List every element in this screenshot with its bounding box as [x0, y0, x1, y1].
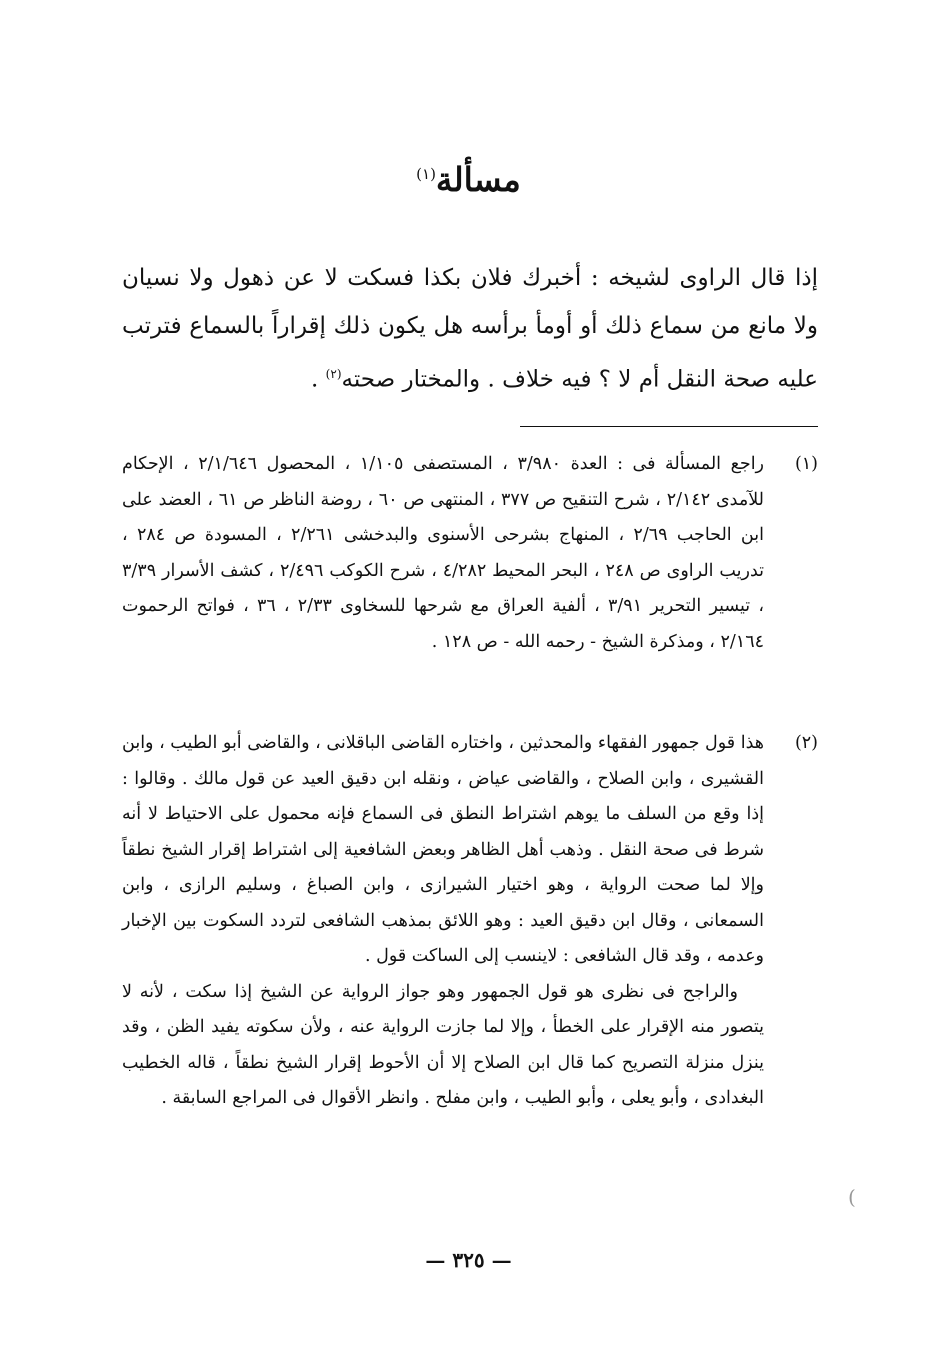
margin-mark: (	[848, 1185, 856, 1209]
main-paragraph-end: .	[311, 366, 326, 393]
footnote-1	[122, 447, 818, 660]
footnote-1-number: (١)	[794, 454, 818, 474]
footnote-1-text: راجع المسألة فى : العدة ٣/٩٨٠ ، المستصفى ١/١٠٥ ، المحصول ٢/١/٦٤٦ ، الإحكام للآمدى ٢/١٤٢ ، شرح التنقيح ص ٣٧٧ ، المنتهى ص ٦٠ ، روضة الناظر ص ٦١ ، العضد على ابن الحاجب ٢/٦٩ ، المنهاج بشرحى الأسنوى والبدخشى ٢/٢٦١ ، المسودة ص ٢٨٤ ، تدريب الراوى ص ٢٤٨ ، البحر المحيط ٤/٢٨٢ ، شرح الكوكب ٢/٤٩٦ ، كشف الأسرار ٣/٣٩ ، تيسير التحرير ٣/٩١ ، ألفية العراق مع شرحها للسخاوى ٢/٣٣ ، ٣٦ ، فواتح الرحموت ٢/١٦٤ ، ومذكرة الشيخ - رحمه الله - ص ١٢٨ .	[122, 454, 765, 652]
footnote-separator	[520, 426, 818, 427]
main-footnote-ref: (٢)	[325, 367, 342, 381]
section-heading	[0, 160, 937, 199]
main-paragraph	[122, 254, 818, 404]
heading-text: مسألة	[435, 160, 521, 199]
footnote-2-paragraph-2: والراجح فى نظرى هو قول الجمهور وهو جواز الرواية عن الشيخ إذا سكت ، لأنه لا يتصور منه الإقرار على الخطأ ، وإلا لما جازت الرواية عنه ، ولأن سكوته يفيد الظن ، وقد ينزل منزلة التصريح كما قال ابن الصلاح إلا أن الأحوط إقرار الشيخ نطقاً ، قاله الخطيب البغدادى ، وأبو يعلى ، وأبو الطيب ، وابن مفلح . وانظر الأقوال فى المراجع السابقة .	[122, 981, 764, 1108]
footnote-2-number: (٢)	[794, 733, 818, 753]
footnote-2	[122, 726, 818, 1117]
main-paragraph-text: إذا قال الراوى لشيخه : أخبرك فلان بكذا فسكت لا عن ذهول ولا نسيان ولا مانع من سماع ذلك أو أومأ برأسه هل يكون ذلك إقراراً بالسماع فترتب عليه صحة النقل أم لا ؟ فيه خلاف . والمختار صحته	[122, 265, 818, 393]
page-number: — ٣٢٥ —	[425, 1248, 512, 1272]
heading-footnote-ref: (١)	[416, 165, 436, 183]
footnote-2-text: هذا قول جمهور الفقهاء والمحدثين ، واختاره القاضى الباقلانى ، والقاضى أبو الطيب ، وابن القشيرى ، وابن الصلاح ، والقاضى عياض ، ونقله ابن دقيق العيد عن قول مالك . وقالوا : إذا وقع من السلف ما يوهم اشتراط النطق فى السماع فإنه محمول على الاحتياط لا أنه شرط فى صحة النقل . وذهب أهل الظاهر وبعض الشافعية إلى اشتراط إقرار الشيخ نطقاً وإلا لما صحت الرواية ، وهو اختيار الشيرازى ، وابن الصباغ ، وسليم الرازى ، وابن السمعانى ، وقال ابن دقيق العيد : وهو اللائق بمذهب الشافعى لتردد السكوت بين الإخبار وعدمه ، وقد قال الشافعى : لاينسب إلى الساكت قول .	[122, 733, 764, 966]
